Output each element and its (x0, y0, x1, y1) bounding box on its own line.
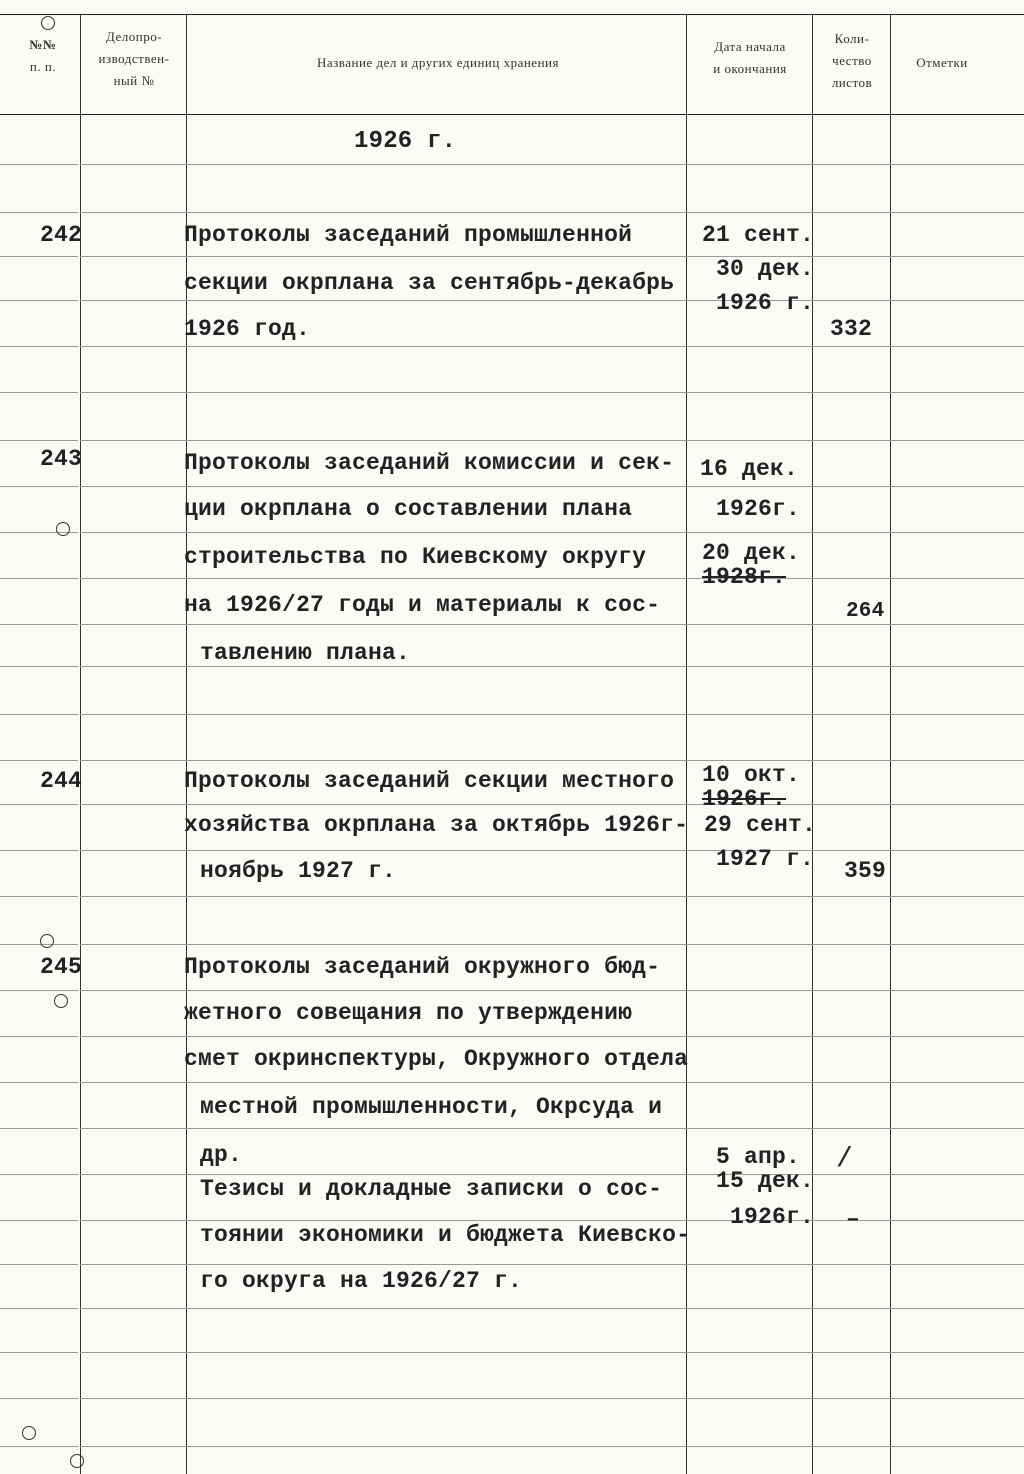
ruled-line (80, 944, 186, 945)
ruled-line (686, 714, 812, 715)
header-notes-column: Отметки (916, 55, 968, 70)
entry-date-line: 1926г. (730, 1204, 815, 1230)
ruled-line (890, 666, 1024, 667)
ruled-line (186, 392, 686, 393)
ruled-line (0, 804, 78, 805)
ruled-line (0, 1264, 78, 1265)
entry-title-line: тавлению плана. (200, 640, 411, 666)
ruled-line (890, 1308, 1024, 1309)
ruled-line (186, 760, 686, 761)
ruled-line (890, 1220, 1024, 1221)
ruled-line (186, 1264, 686, 1265)
ruled-line (686, 346, 812, 347)
header-office-line2: изводствен- (98, 51, 170, 66)
ruled-line (186, 896, 686, 897)
ruled-line (812, 896, 890, 897)
ruled-line (686, 624, 812, 625)
ruled-line (0, 1446, 78, 1447)
ruled-line (686, 1398, 812, 1399)
ruled-line (686, 1264, 812, 1265)
ruled-line (686, 1446, 812, 1447)
ruled-line (890, 256, 1024, 257)
ruled-line (812, 1082, 890, 1083)
ruled-line (686, 486, 812, 487)
year-heading: 1926 г. (354, 128, 457, 155)
entry-title-line: тоянии экономики и бюджета Киевско- (200, 1222, 691, 1248)
ruled-line (80, 212, 186, 213)
ruled-line (0, 1352, 78, 1353)
entry-date-line: 5 апр. (716, 1144, 801, 1170)
ruled-line (890, 486, 1024, 487)
header-title-column: Название дел и других единиц хранения (317, 55, 559, 70)
ruled-line (80, 990, 186, 991)
ruled-line (80, 1264, 186, 1265)
ruled-line (812, 532, 890, 533)
ruled-line (812, 486, 890, 487)
ruled-line (812, 1308, 890, 1309)
ruled-line (890, 300, 1024, 301)
header-sheets-column (814, 28, 890, 94)
ruled-line (80, 896, 186, 897)
ruled-line (686, 212, 812, 213)
ruled-line (80, 486, 186, 487)
ruled-line (686, 1308, 812, 1309)
ruled-line (686, 990, 812, 991)
entry-note: – (846, 1206, 861, 1232)
entry-title-line: хозяйства окрплана за октябрь 1926г- (184, 812, 689, 838)
entry-date-line: 1926 г. (716, 290, 815, 316)
header-sheets-line3: листов (831, 75, 873, 90)
ruled-line (0, 1128, 78, 1129)
entry-title-line: Тезисы и докладные записки о сос- (200, 1176, 663, 1202)
ruled-line (186, 1220, 686, 1221)
entry-number: 242 (40, 222, 83, 248)
ruled-line (812, 1264, 890, 1265)
header-bottom-rule (0, 114, 1024, 115)
ruled-line (186, 1308, 686, 1309)
ruled-line (186, 1398, 686, 1399)
punch-hole-icon (40, 934, 54, 948)
ruled-line (686, 164, 812, 165)
ruled-line (890, 212, 1024, 213)
ruled-line (80, 440, 186, 441)
ruled-line (890, 532, 1024, 533)
ruled-line (186, 164, 686, 165)
entry-title-line: 1926 год. (184, 316, 311, 342)
ruled-line (80, 714, 186, 715)
ruled-line (186, 666, 686, 667)
header-num-column (10, 34, 76, 78)
ruled-line (812, 714, 890, 715)
entry-title-line: на 1926/27 годы и материалы к сос- (184, 592, 661, 618)
ruled-line (0, 1082, 78, 1083)
ruled-line (890, 1352, 1024, 1353)
entry-title-line: Протоколы заседаний промышленной (184, 222, 633, 248)
ruled-line (890, 990, 1024, 991)
ruled-line (80, 164, 186, 165)
ruled-line (890, 1036, 1024, 1037)
header-office-line3: ный № (113, 73, 155, 88)
ruled-line (890, 578, 1024, 579)
ruled-line (80, 1082, 186, 1083)
ruled-line (80, 850, 186, 851)
entry-date-line: 1926г. (702, 786, 787, 812)
ruled-line (186, 1128, 686, 1129)
ruled-line (890, 1264, 1024, 1265)
entry-date-line: 29 сент. (704, 812, 817, 838)
entry-date-line: 10 окт. (702, 762, 801, 788)
entry-date-line: 1927 г. (716, 846, 815, 872)
ruled-line (812, 1128, 890, 1129)
ruled-line (812, 1036, 890, 1037)
ruled-line (0, 1036, 78, 1037)
entry-number: 244 (40, 768, 83, 794)
entry-date-line: 1926г. (716, 496, 801, 522)
ruled-line (890, 1398, 1024, 1399)
ruled-line (0, 256, 78, 257)
ruled-line (812, 804, 890, 805)
entry-date-line: 20 дек. (702, 540, 801, 566)
ruled-line (186, 1446, 686, 1447)
ruled-line (80, 1220, 186, 1221)
ruled-line (686, 944, 812, 945)
entry-title-line: го округа на 1926/27 г. (200, 1268, 523, 1294)
ruled-line (80, 578, 186, 579)
ruled-line (686, 1128, 812, 1129)
entry-number: 245 (40, 954, 83, 980)
ruled-line (0, 164, 78, 165)
ruled-line (812, 624, 890, 625)
ruled-line (0, 578, 78, 579)
ruled-line (812, 392, 890, 393)
entry-date-line: 30 дек. (716, 256, 815, 282)
punch-hole-icon (22, 1426, 36, 1440)
ruled-line (812, 990, 890, 991)
ruled-line (186, 440, 686, 441)
ruled-line (186, 300, 686, 301)
ruled-line (890, 392, 1024, 393)
ruled-line (186, 990, 686, 991)
ruled-line (186, 486, 686, 487)
ruled-line (812, 256, 890, 257)
ruled-line (812, 578, 890, 579)
ruled-line (0, 1220, 78, 1221)
ruled-line (812, 1398, 890, 1399)
header-sheets-line2: чество (832, 53, 872, 68)
ruled-line (80, 1308, 186, 1309)
ruled-line (0, 624, 78, 625)
entry-number: 243 (40, 446, 83, 472)
ruled-line (80, 1128, 186, 1129)
entry-date-line: 1928г. (702, 564, 787, 590)
entry-date-line: 15 дек. (716, 1168, 815, 1194)
ruled-line (80, 624, 186, 625)
ruled-line (0, 392, 78, 393)
ruled-line (890, 1174, 1024, 1175)
ruled-line (186, 578, 686, 579)
ruled-line (80, 346, 186, 347)
ruled-line (686, 1082, 812, 1083)
ruled-line (0, 486, 78, 487)
ruled-line (686, 532, 812, 533)
entry-sheet-count: 264 (846, 600, 885, 623)
entry-title-line: ции окрплана о составлении плана (184, 496, 633, 522)
ruled-line (890, 440, 1024, 441)
ruled-line (80, 760, 186, 761)
entry-title-line: Протоколы заседаний окружного бюд- (184, 954, 661, 980)
header-dates-line1: Дата начала (714, 39, 786, 54)
ruled-line (0, 300, 78, 301)
ruled-line (686, 1352, 812, 1353)
ruled-line (186, 346, 686, 347)
ruled-line (812, 212, 890, 213)
ruled-line (80, 256, 186, 257)
header-dates-line2: и окончания (713, 61, 787, 76)
ruled-line (812, 1352, 890, 1353)
ruled-line (890, 850, 1024, 851)
ruled-line (812, 1446, 890, 1447)
ruled-line (80, 1398, 186, 1399)
ruled-line (890, 1446, 1024, 1447)
ruled-line (0, 666, 78, 667)
ruled-line (0, 346, 78, 347)
punch-hole-icon (70, 1454, 84, 1468)
entry-title-line: местной промышленности, Окрсуда и (200, 1094, 663, 1120)
ruled-line (80, 1036, 186, 1037)
header-num-line1: №№ (29, 37, 57, 52)
ruled-line (0, 212, 78, 213)
ruled-line (0, 944, 78, 945)
ruled-line (186, 1352, 686, 1353)
ruled-line (0, 714, 78, 715)
ruled-line (686, 440, 812, 441)
ruled-line (812, 440, 890, 441)
ruled-line (686, 666, 812, 667)
ruled-line (186, 804, 686, 805)
ruled-line (80, 532, 186, 533)
ruled-line (80, 1352, 186, 1353)
ruled-line (812, 164, 890, 165)
header-dates-column (688, 36, 812, 80)
entry-date-line: 16 дек. (700, 456, 799, 482)
column-divider (890, 14, 891, 1474)
ruled-line (686, 1036, 812, 1037)
ruled-line (80, 804, 186, 805)
header-num-line2: п. п. (29, 59, 57, 74)
ruled-line (686, 896, 812, 897)
ruled-line (0, 1308, 78, 1309)
ruled-line (186, 532, 686, 533)
ruled-line (0, 440, 78, 441)
entry-title-line: секции окрплана за сентябрь-декабрь (184, 270, 675, 296)
punch-hole-icon (54, 994, 68, 1008)
ruled-line (812, 944, 890, 945)
ruled-line (890, 944, 1024, 945)
ruled-line (80, 392, 186, 393)
ruled-line (890, 164, 1024, 165)
ruled-line (0, 896, 78, 897)
ruled-line (186, 1082, 686, 1083)
entry-title-line: жетного совещания по утверждению (184, 1000, 633, 1026)
entry-sheet-count: 359 (844, 858, 887, 884)
header-office-line1: Делопро- (105, 29, 163, 44)
ruled-line (186, 1174, 686, 1175)
ruled-line (80, 1446, 186, 1447)
ruled-line (812, 666, 890, 667)
ruled-line (0, 990, 78, 991)
ruled-line (890, 714, 1024, 715)
ruled-line (0, 1174, 78, 1175)
ruled-line (0, 850, 78, 851)
ruled-line (890, 760, 1024, 761)
entry-title-line: Протоколы заседаний секции местного (184, 768, 675, 794)
ruled-line (0, 1398, 78, 1399)
entry-title-line: ноябрь 1927 г. (200, 858, 397, 884)
ruled-line (186, 714, 686, 715)
ruled-line (186, 1036, 686, 1037)
entry-title-line: смет окринспектуры, Окружного отдела (184, 1046, 689, 1072)
entry-title-line: Протоколы заседаний комиссии и сек- (184, 450, 675, 476)
ruled-line (686, 392, 812, 393)
ruled-line (186, 624, 686, 625)
ruled-line (890, 1082, 1024, 1083)
ruled-line (812, 760, 890, 761)
ruled-line (80, 1174, 186, 1175)
ruled-line (890, 804, 1024, 805)
punch-hole-icon (41, 16, 55, 30)
entry-sheet-count: / (836, 1144, 854, 1175)
ruled-line (80, 300, 186, 301)
ruled-line (890, 896, 1024, 897)
ruled-line (812, 850, 890, 851)
ruled-line (186, 212, 686, 213)
header-top-rule (0, 14, 1024, 15)
ruled-line (686, 760, 812, 761)
ruled-line (890, 1128, 1024, 1129)
entry-sheet-count: 332 (830, 316, 873, 342)
ruled-line (812, 346, 890, 347)
ruled-line (0, 760, 78, 761)
entry-title-line: строительства по Киевскому округу (184, 544, 647, 570)
entry-title-line: др. (200, 1142, 243, 1168)
header-office-column (82, 26, 186, 92)
ruled-line (812, 300, 890, 301)
ruled-line (186, 850, 686, 851)
ruled-line (80, 666, 186, 667)
ruled-line (186, 256, 686, 257)
entry-date-line: 21 сент. (702, 222, 815, 248)
punch-hole-icon (56, 522, 70, 536)
ruled-line (890, 346, 1024, 347)
column-divider (686, 14, 687, 1474)
ruled-line (186, 944, 686, 945)
header-sheets-line1: Коли- (834, 31, 870, 46)
ruled-line (890, 624, 1024, 625)
